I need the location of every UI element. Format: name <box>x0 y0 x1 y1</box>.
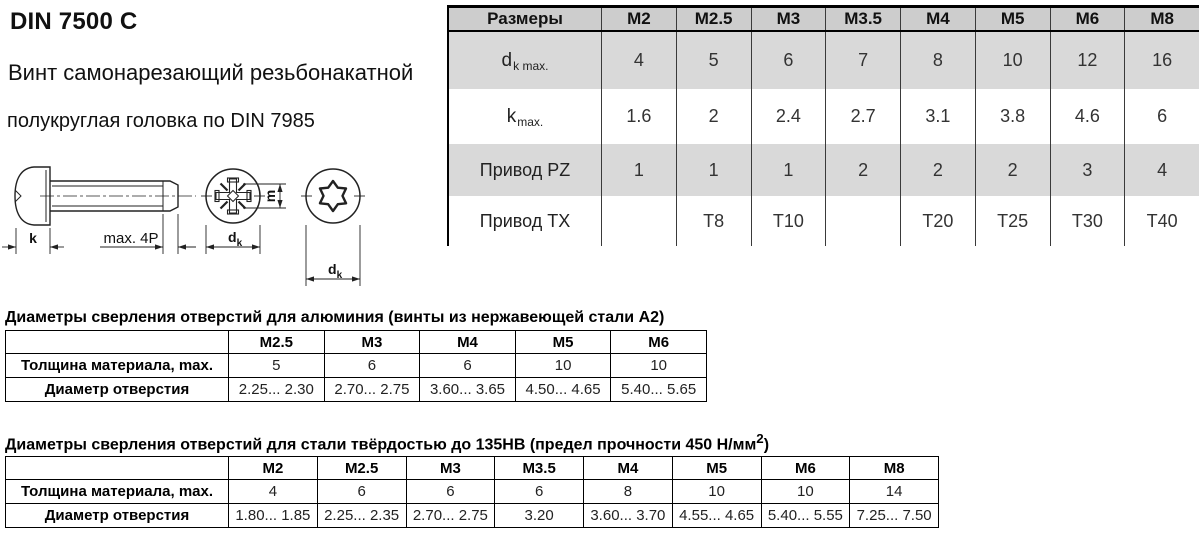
cell: 8 <box>901 32 976 89</box>
cell: 4 <box>228 480 317 503</box>
page-subtitle-type: Винт самонарезающий резьбонакатной <box>8 60 414 85</box>
cell: 4.50... 4.65 <box>515 378 611 401</box>
cell: 2 <box>826 144 901 196</box>
cell: 2 <box>976 144 1051 196</box>
cell: T40 <box>1146 210 1178 231</box>
arrowhead <box>352 276 360 281</box>
cell: 6 <box>494 480 583 503</box>
dk-base: d <box>328 261 337 277</box>
empty-corner-cell <box>6 457 228 479</box>
label-sub: max. <box>517 114 544 129</box>
alu-thickness-row <box>6 354 706 378</box>
row-label-drive-pz <box>449 144 602 196</box>
pz-head-view <box>201 169 265 223</box>
label-base: Привод PZ <box>479 159 571 180</box>
cell: T30 <box>1051 196 1126 246</box>
cell: 4 <box>602 32 677 89</box>
cell: 6 <box>752 32 827 89</box>
row-k-max <box>449 89 1199 144</box>
row-label-k-max <box>449 89 602 144</box>
cell: 3.8 <box>976 89 1051 144</box>
cell: 5 <box>677 32 752 89</box>
cell: 3.60... 3.65 <box>419 378 515 401</box>
cell: 6 <box>1157 106 1168 126</box>
col-header-m5: M5 <box>672 457 761 479</box>
cell: 2 <box>677 89 752 144</box>
col-header-m4: M4 <box>419 331 515 353</box>
col-header-m3: M3 <box>406 457 495 479</box>
cell: 3.60... 3.70 <box>583 504 672 527</box>
cell: 6 <box>317 480 406 503</box>
cell: 5 <box>228 354 324 377</box>
cell: 5.40... 5.55 <box>761 504 850 527</box>
cell: 2.70... 2.75 <box>406 504 495 527</box>
cell: T10 <box>752 196 827 246</box>
cell: T8 <box>677 196 752 246</box>
col-header-m2: M2 <box>228 457 317 479</box>
cell: 3 <box>1051 144 1126 196</box>
cell: 4.55... 4.65 <box>672 504 761 527</box>
cell: 7.25... 7.50 <box>849 504 938 527</box>
cell: 14 <box>849 480 938 503</box>
cell: 1 <box>677 144 752 196</box>
cell: 10 <box>515 354 611 377</box>
row-dk-max <box>449 32 1199 89</box>
cell: 6 <box>324 354 420 377</box>
caption-superscript: 2 <box>756 431 764 446</box>
label-sub: k max. <box>513 58 549 73</box>
arrowhead <box>277 184 282 192</box>
arrowhead <box>50 244 58 249</box>
steel-table-caption <box>5 431 769 454</box>
row-label-thickness: Толщина материала, max. <box>20 357 214 374</box>
col-header-m2: M2 <box>602 8 677 30</box>
sizes-table-header-row <box>449 5 1199 32</box>
row-label-hole-diameter: Диаметр отверстия <box>44 381 190 398</box>
cell: 1 <box>602 144 677 196</box>
empty-corner-cell <box>6 331 228 353</box>
cell: 2.4 <box>752 89 827 144</box>
tx-head-view <box>301 169 365 223</box>
cell: 10 <box>761 480 850 503</box>
alu-hole-diameter-row <box>6 378 706 401</box>
steel-thickness-row <box>6 480 938 504</box>
dk-dim-label-tx <box>328 261 343 281</box>
steel-hole-diameter-row <box>6 504 938 527</box>
arrowhead <box>178 244 186 249</box>
cell: 2.25... 2.35 <box>317 504 406 527</box>
cell: 2.25... 2.30 <box>228 378 324 401</box>
alu-table-caption: Диаметры сверления отверстий для алюминия (винты из нержавеющей стали А2) <box>5 309 665 326</box>
row-drive-tx <box>449 196 1199 246</box>
col-header-m3: M3 <box>324 331 420 353</box>
cell: 3.20 <box>494 504 583 527</box>
page-subtitle-head: полукруглая головка по DIN 7985 <box>7 110 315 132</box>
col-header-m5: M5 <box>976 8 1051 30</box>
cell: 1.80... 1.85 <box>228 504 317 527</box>
row-label-thickness: Толщина материала, max. <box>20 483 214 500</box>
m-dim-label: m <box>262 189 278 203</box>
label-base: k <box>506 105 517 127</box>
cell: 10 <box>976 32 1051 89</box>
row-label-dk-max <box>449 32 602 89</box>
arrowhead <box>252 244 260 249</box>
dk-base: d <box>228 229 237 245</box>
row-label-hole-diameter: Диаметр отверстия <box>44 507 190 524</box>
alu-drilling-table <box>5 330 707 402</box>
col-header-m3-5: M3.5 <box>494 457 583 479</box>
cell: 12 <box>1051 32 1126 89</box>
col-header-m6: M6 <box>761 457 850 479</box>
cell: 8 <box>583 480 672 503</box>
cell: 7 <box>826 32 901 89</box>
pozidriv-recess-icon <box>215 178 251 214</box>
label-base: Привод TX <box>479 210 571 231</box>
col-header-m4: M4 <box>901 8 976 30</box>
label-base: d <box>501 49 513 71</box>
col-header-m2-5: M2.5 <box>228 331 324 353</box>
technical-drawing <box>0 150 410 305</box>
max-4p-dim-label: max. 4P <box>103 230 159 247</box>
caption-close-paren: ) <box>763 436 770 454</box>
dk-sub: k <box>336 270 343 281</box>
steel-drilling-table <box>5 456 939 528</box>
k-dim-label: k <box>29 230 37 246</box>
col-header-m8: M8 <box>1150 9 1174 28</box>
cell: 4 <box>1157 159 1168 180</box>
col-header-m2-5: M2.5 <box>317 457 406 479</box>
cell: 6 <box>419 354 515 377</box>
cell <box>602 196 677 246</box>
arrowhead <box>8 244 16 249</box>
arrowhead <box>206 244 214 249</box>
row-drive-pz <box>449 144 1199 196</box>
cell: 10 <box>672 480 761 503</box>
col-header-m3-5: M3.5 <box>826 8 901 30</box>
cell: 1.6 <box>602 89 677 144</box>
arrowhead <box>306 276 314 281</box>
cell: 2.7 <box>826 89 901 144</box>
cell: 5.40... 5.65 <box>610 378 706 401</box>
col-header-m8: M8 <box>849 457 938 479</box>
col-header-m4: M4 <box>583 457 672 479</box>
screw-drawing-svg <box>0 150 410 300</box>
cell: 6 <box>406 480 495 503</box>
steel-table-header-row <box>6 457 938 480</box>
cell: 16 <box>1152 50 1173 70</box>
arrowhead <box>277 200 282 208</box>
cell <box>826 196 901 246</box>
sizes-table <box>447 5 1199 246</box>
sizes-header-label: Размеры <box>449 8 602 30</box>
cell: T25 <box>976 196 1051 246</box>
col-header-m6: M6 <box>1051 8 1126 30</box>
page-title: DIN 7500 C <box>10 8 138 35</box>
cell: 1 <box>752 144 827 196</box>
cell: 4.6 <box>1051 89 1126 144</box>
col-header-m2-5: M2.5 <box>677 8 752 30</box>
caption-text: Диаметры сверления отверстий для стали твёрдостью до 135HB (предел прочности 450 Н/мм <box>5 436 757 454</box>
alu-table-header-row <box>6 331 706 354</box>
col-header-m6: M6 <box>610 331 706 353</box>
dk-dim-label-pz <box>228 229 243 249</box>
torx-recess-icon <box>320 181 346 211</box>
cell: 10 <box>610 354 706 377</box>
cell: 2.70... 2.75 <box>324 378 420 401</box>
col-header-m5: M5 <box>515 331 611 353</box>
col-header-m3: M3 <box>752 8 827 30</box>
row-label-drive-tx <box>449 196 602 246</box>
screw-side-view <box>15 167 196 225</box>
dk-sub: k <box>236 238 243 249</box>
cell: 2 <box>901 144 976 196</box>
cell: 3.1 <box>901 89 976 144</box>
cell: T20 <box>901 196 976 246</box>
